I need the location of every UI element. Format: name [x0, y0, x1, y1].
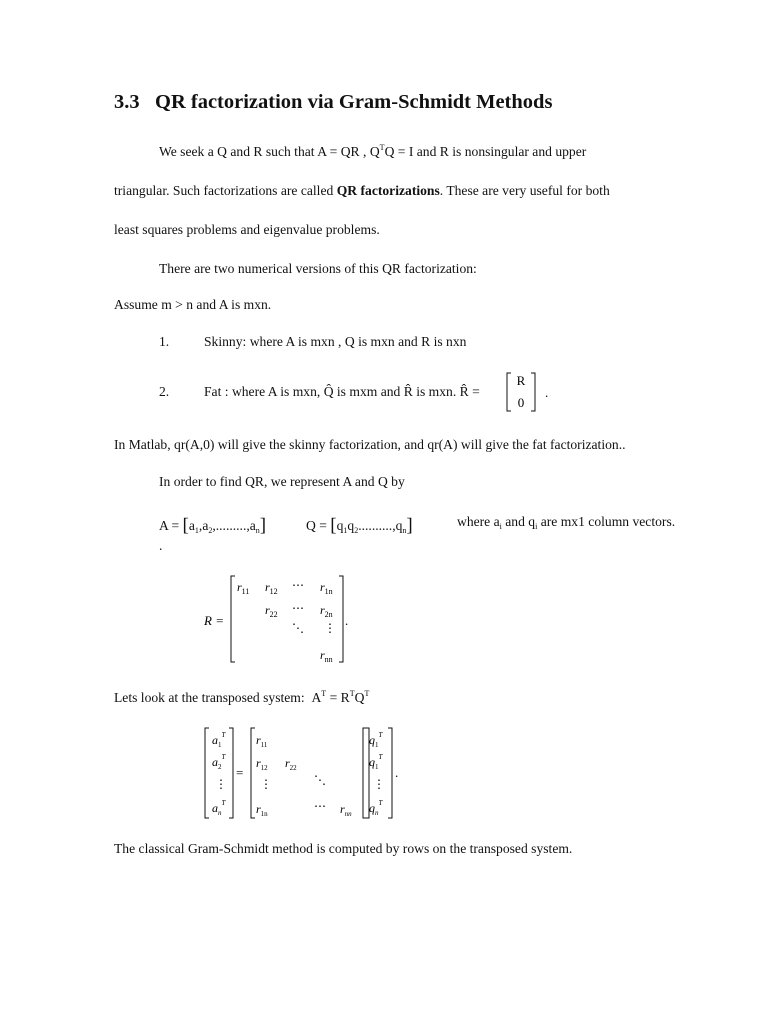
equals-sign: =	[236, 765, 244, 780]
stray-period: .	[159, 538, 163, 553]
entry-hdots: ⋯	[292, 578, 304, 592]
section-number: 3.3	[114, 91, 140, 113]
entry-hdots-2: ⋯	[292, 601, 304, 615]
superscript: T	[321, 689, 327, 698]
vector-definition-a: $A = [a_1,a_2,.........,a_n]$	[159, 515, 267, 536]
entry-ant: $a_n^T$	[212, 799, 226, 817]
text-fragment: q	[336, 518, 344, 533]
entry-r12: $r_{12}$	[265, 580, 278, 596]
block-vector-r-zero	[505, 371, 555, 415]
entry-q1t: $q_1^T$	[369, 731, 383, 749]
matrix-lhs: R =	[204, 613, 224, 628]
block-top: R	[516, 373, 526, 388]
paragraph-line-6: In Matlab, qr(A,0) will give the skinny factorization, and qr(A) will give the fat factorization..	[114, 437, 626, 452]
list-item-1-number: 1.	[159, 334, 170, 349]
text-fragment: Lets look at the transposed system:	[114, 690, 305, 705]
entry-vdots-right: ⋮	[373, 777, 385, 791]
math-fragment: = R	[326, 690, 350, 705]
matrix-period: .	[345, 613, 349, 628]
text-fragment: Q	[369, 144, 380, 159]
paragraph-line-3: least squares problems and eigenvalue problems.	[114, 222, 380, 237]
subscript: n	[402, 526, 407, 535]
transposed-system-equation	[200, 726, 410, 822]
paragraph-line-9: The classical Gram-Schmidt method is computed by rows on the transposed system.	[114, 841, 573, 856]
text-fragment: We seek a Q and R such that A = QR ,	[159, 144, 367, 159]
math-fragment: Q	[354, 690, 365, 705]
bold-term: QR factorizations	[336, 183, 440, 198]
paragraph-line-7: In order to find QR, we represent A and Q by	[159, 474, 405, 489]
vector-definition-q: $Q = [q_1q_2..........,q_n]$	[306, 515, 413, 536]
text-fragment: q	[347, 518, 355, 533]
text-fragment: . These are very useful for both	[439, 183, 610, 198]
text-fragment: ,.........,a	[212, 518, 256, 533]
subscript: 2	[208, 526, 213, 535]
vector-description	[457, 514, 675, 530]
entry-qnt: $q_n^T$	[369, 799, 383, 817]
subscript: i	[535, 522, 538, 531]
entry-a2t: $a_2^T$	[212, 753, 226, 771]
entry-ddots-t: ⋱	[314, 773, 326, 787]
entry-r2n: $r_{2n}$	[320, 603, 333, 619]
text-fragment: triangular. Such factorizations are called	[114, 183, 334, 198]
entry-r1n-t: $r_{1n}$	[256, 802, 268, 818]
subscript: 1	[194, 526, 199, 535]
section-heading	[114, 91, 552, 114]
text-fragment: Q =	[306, 518, 327, 533]
entry-hdots-t: ⋯	[314, 799, 326, 813]
entry-vdots-mid: ⋮	[260, 777, 272, 791]
paragraph-line-1	[159, 144, 586, 160]
r-upper-triangular-matrix	[200, 573, 370, 667]
math-fragment: A	[311, 690, 322, 705]
entry-rnn-t: $r_{nn}$	[340, 802, 352, 818]
subscript: 1	[343, 526, 348, 535]
entry-ddots: ⋱	[292, 621, 304, 635]
text-fragment: where a	[457, 514, 500, 529]
entry-r22: $r_{22}$	[265, 603, 278, 619]
paragraph-line-4: There are two numerical versions of this QR factorization:	[159, 261, 477, 276]
paragraph-line-5: Assume m > n and A is mxn.	[114, 297, 272, 312]
superscript: T	[349, 689, 355, 698]
superscript: T	[379, 143, 385, 152]
text-fragment: a	[188, 518, 195, 533]
entry-r1n: $r_{1n}$	[320, 580, 333, 596]
equation-period: .	[395, 765, 399, 780]
section-title: QR factorization via Gram-Schmidt Methods	[155, 91, 553, 113]
paragraph-line-8	[114, 690, 369, 706]
entry-r11: $r_{11}$	[237, 580, 250, 596]
text-fragment: are mx1 column vectors.	[537, 514, 676, 529]
text-fragment: and q	[501, 514, 536, 529]
entry-r22-t: $r_{22}$	[285, 756, 297, 772]
list-item-1-text: Skinny: where A is mxn , Q is mxn and R is nxn	[204, 334, 467, 349]
superscript: T	[364, 689, 370, 698]
entry-vdots-left: ⋮	[215, 777, 227, 791]
entry-r12-t: $r_{12}$	[256, 756, 268, 772]
block-bottom: 0	[517, 395, 525, 410]
entry-rnn: $r_{nn}$	[320, 648, 333, 664]
entry-q1t-b: $q_1^T$	[369, 753, 383, 771]
entry-a1t: $a_1^T$	[212, 731, 226, 749]
text-fragment: ..........,q	[358, 518, 403, 533]
entry-vdots: ⋮	[324, 621, 336, 635]
subscript: n	[255, 526, 260, 535]
text-fragment: Q = I and R is nonsingular and upper	[384, 144, 587, 159]
text-fragment: ,a	[198, 518, 209, 533]
subscript: 2	[354, 526, 359, 535]
paragraph-line-2	[114, 183, 610, 199]
entry-r11-t: $r_{11}$	[256, 733, 268, 749]
subscript: i	[499, 522, 502, 531]
block-period: .	[545, 385, 549, 400]
list-item-2-number: 2.	[159, 384, 170, 399]
list-item-2-text: Fat : where A is mxn, Q̂ is mxm and R̂ is mxn. R̂ =	[204, 384, 480, 399]
text-fragment: A =	[159, 518, 180, 533]
